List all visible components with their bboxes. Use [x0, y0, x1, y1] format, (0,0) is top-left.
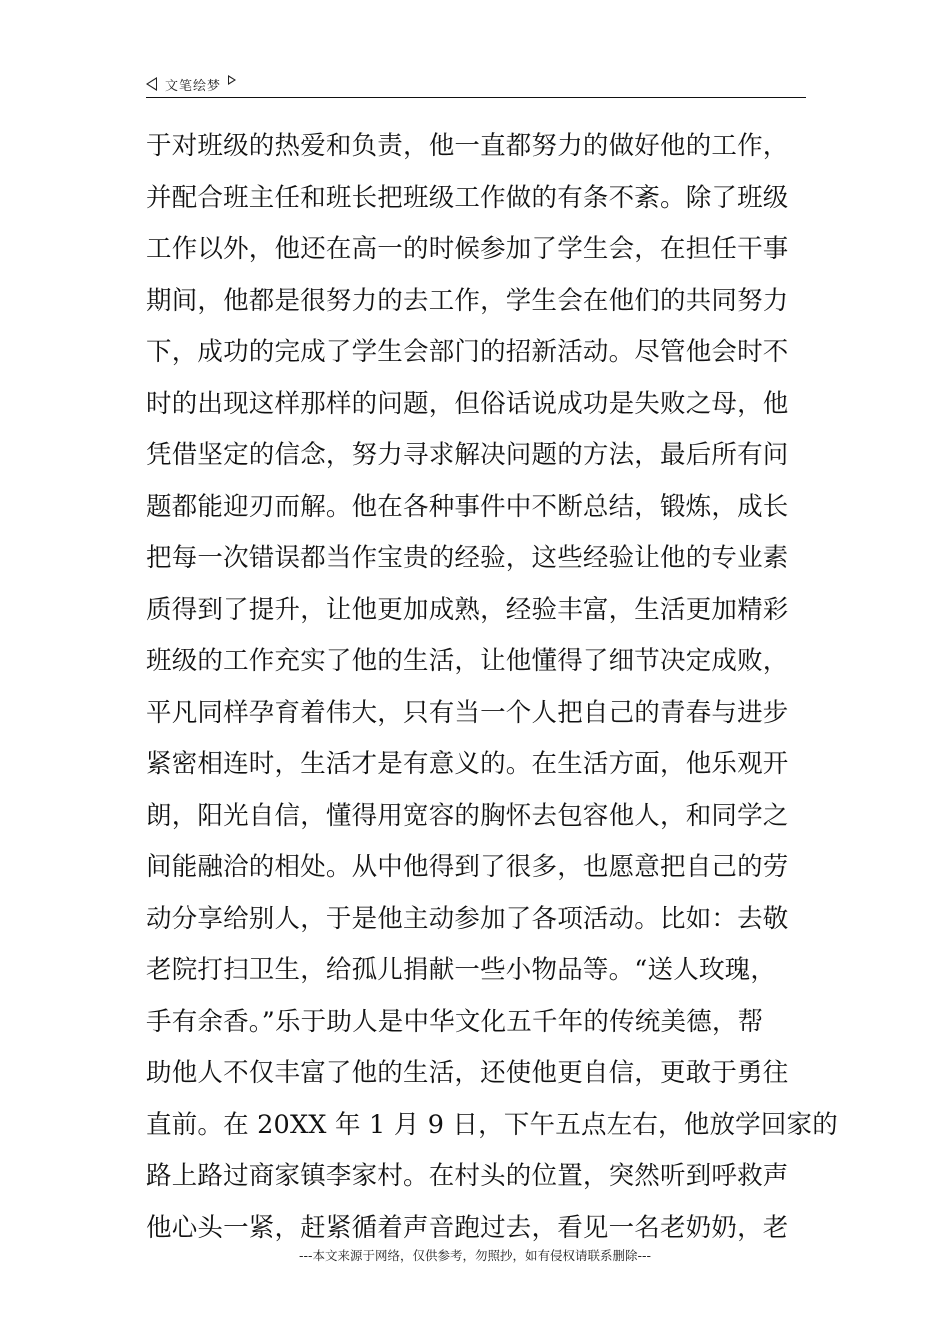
text-line: 并配合班主任和班长把班级工作做的有条不紊。除了班级 — [146, 182, 789, 213]
text-line: 助他人不仅丰富了他的生活，还使他更自信，更敢于勇往 — [146, 1058, 789, 1088]
text-line: 题都能迎刃而解。他在各种事件中不断总结，锻炼，成长 — [146, 491, 789, 522]
triangle-left-icon — [146, 77, 157, 91]
text-line: 路上路过商家镇李家村。在村头的位置，突然听到呼救声 — [146, 1161, 789, 1191]
text-line: 朗，阳光自信，懂得用宽容的胸怀去包容他人，和同学之 — [146, 800, 789, 831]
text-line: 凭借坚定的信念，努力寻求解决问题的方法，最后所有问 — [146, 440, 789, 470]
text-line: 紧密相连时，生活才是有意义的。在生活方面，他乐观开 — [146, 749, 789, 779]
text-line: 动分享给别人，于是他主动参加了各项活动。比如：去敬 — [146, 903, 789, 934]
text-line: 班级的工作充实了他的生活，让他懂得了细节决定成败， — [146, 646, 789, 676]
header-brand: 文笔绘梦 — [165, 78, 222, 94]
text-line: 他心头一紧，赶紧循着声音跑过去，看见一名老奶奶，老 — [146, 1212, 789, 1243]
text-line: 质得到了提升，让他更加成熟，经验丰富，生活更加精彩 — [146, 594, 789, 625]
text-line: 直前。在 20XX 年 1 月 9 日，下午五点左右，他放学回家的 — [146, 1109, 838, 1140]
text-line: 下，成功的完成了学生会部门的招新活动。尽管他会时不 — [146, 337, 789, 367]
text-line: 平凡同样孕育着伟大，只有当一个人把自己的青春与进步 — [146, 697, 789, 728]
header-rule — [146, 97, 806, 98]
text-line: 把每一次错误都当作宝贵的经验，这些经验让他的专业素 — [146, 543, 789, 573]
text-line: 间能融洽的相处。从中他得到了很多，也愿意把自己的劳 — [146, 852, 789, 882]
text-line: 时的出现这样那样的问题，但俗话说成功是失败之母，他 — [146, 388, 789, 419]
page-header — [146, 72, 806, 96]
triangle-right-icon — [228, 75, 236, 85]
text-line: 工作以外，他还在高一的时候参加了学生会，在担任干事 — [146, 234, 789, 264]
text-line: 于对班级的热爱和负责，他一直都努力的做好他的工作， — [146, 131, 789, 161]
page-footer: ---本文来源于网络，仅供参考，勿照抄，如有侵权请联系删除--- — [298, 1248, 652, 1263]
text-line: 手有余香。”乐于助人是中华文化五千年的传统美德，帮 — [146, 1006, 764, 1037]
text-line: 期间，他都是很努力的去工作，学生会在他们的共同努力 — [146, 285, 789, 316]
document-body — [146, 126, 838, 1259]
text-line: 老院打扫卫生，给孤儿捐献一些小物品等。“送人玫瑰， — [146, 955, 777, 985]
